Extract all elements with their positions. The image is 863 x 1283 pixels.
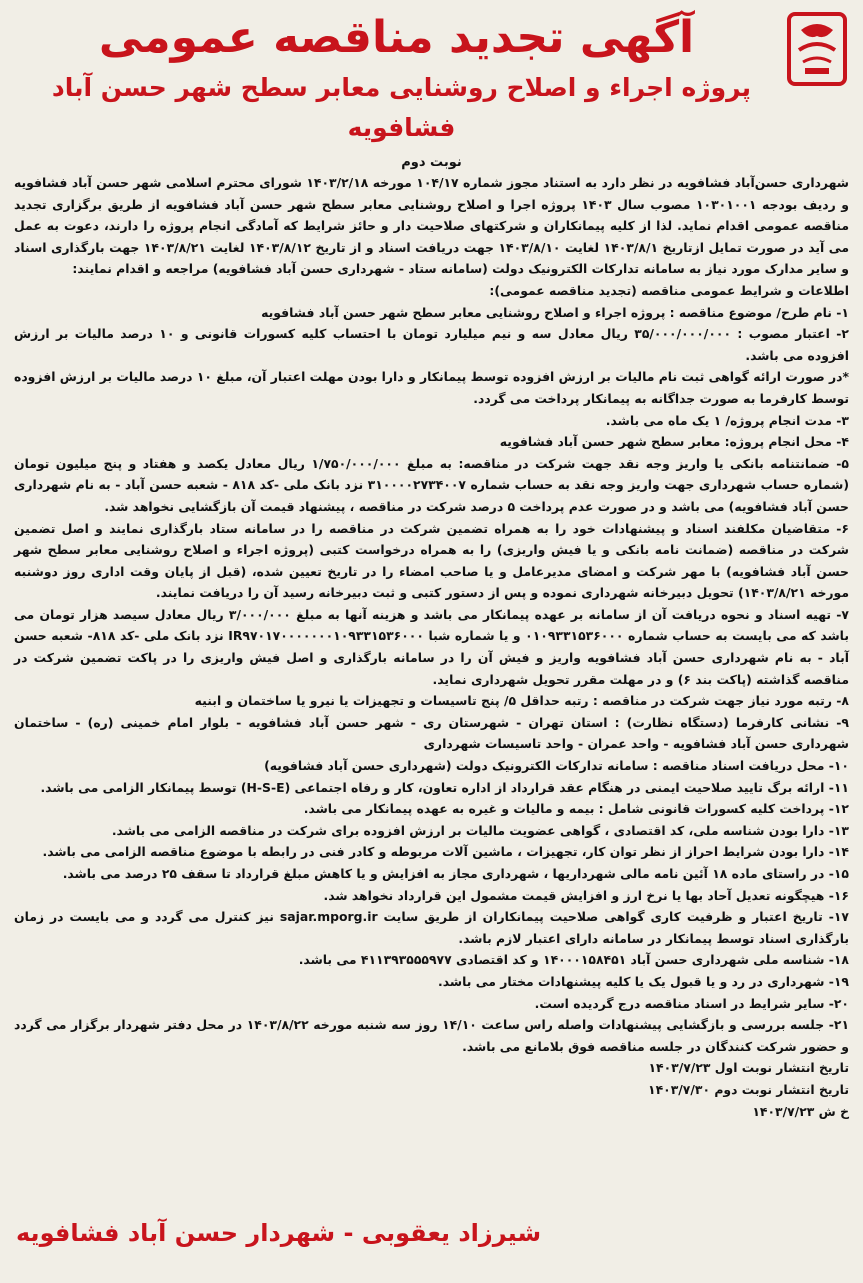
section-heading: اطلاعات و شرایط عمومی مناقصه (تجدید مناقصه عمومی): xyxy=(489,282,849,298)
condition-item: ۵- ضمانتنامه بانکی یا واریز وجه نقد جهت شرکت در مناقصه: به مبلغ ۱/۷۵۰/۰۰۰/۰۰۰ ریال معادل یکصد و هفتاد و پنج میلیون تومان (شماره حساب شهرداری جهت واریز وجه نقد به حساب شماره ۳۱۰۰۰۰۲۷۳۴۰۰۷ نزد بانک ملی -کد ۸۱۸ - شعبه حسن آباد - به نام شهرداری حسن آباد فشافویه) می باشد و در صورت عدم پرداخت ۵ درصد شرکت در مناقصه ، پیشنهاد قیمت آن بازگشایی نخواهد شد. xyxy=(14,455,849,514)
condition-item: ۱۲- پرداخت کلیه کسورات قانونی شامل : بیمه و مالیات و غیره به عهده پیمانکار می باشد. xyxy=(303,801,849,817)
publication-dates xyxy=(14,1057,849,1122)
condition-item: ۱- نام طرح/ موضوع مناقصه : پروژه اجراء و اصلاح روشنایی معابر سطح شهر حسن آباد فشافویه xyxy=(261,304,849,320)
condition-item: ۸- رتبه مورد نیاز جهت شرکت در مناقصه : رتبه حداقل ۵/ پنج تاسیسات و تجهیزات یا نیرو یا ساختمان و ابنیه xyxy=(194,693,849,709)
condition-item: ۱۹- شهرداری در رد و یا قبول یک یا کلیه پیشنهادات مختار می باشد. xyxy=(438,973,849,989)
notice-title: آگهی تجدید مناقصه عمومی xyxy=(98,12,695,63)
municipality-logo-icon xyxy=(785,10,849,88)
condition-item: ۲- اعتبار مصوب : ۳۵/۰۰۰/۰۰۰/۰۰۰ ریال معادل سه و نیم میلیارد تومان با احتساب کلیه کسورات قانونی و ۱۰ درصد مالیات بر ارزش افزوده می باشد. xyxy=(14,326,849,363)
conditions-list xyxy=(14,302,849,1058)
condition-item: ۷- تهیه اسناد و نحوه دریافت آن از سامانه بر عهده پیمانکار می باشد و هزینه آنها به مبلغ ۳/۰۰۰/۰۰۰ ریال معادل سیصد هزار تومان می باشد که می بایست به حساب شماره ۰۱۰۹۳۳۱۵۳۶۰۰۰ و یا شماره شبا IR۹۷۰۱۷۰۰۰۰۰۰۰۱۰۹۳۳۱۵۳۶۰۰۰ نزد بانک ملی -کد ۸۱۸- شعبه حسن آباد - به نام شهرداری حسن آباد فشافویه واریز و فیش آن را در سامانه بارگذاری و اصل فیش واریزی را در پاکت تضمین شرکت در مناقصه گذاشته (پاکت بند ۶) و در مهلت مقرر تحویل شهرداری نماید. xyxy=(14,606,849,687)
condition-item: ۱۱- ارائه برگ تایید صلاحیت ایمنی در هنگام عقد قرارداد از اداره تعاون، کار و رفاه اجتماعی (H-S-E) توسط پیمانکار الزامی می باشد. xyxy=(40,779,849,795)
condition-item: ۲۰- سایر شرایط در اسناد مناقصه درج گردیده است. xyxy=(534,995,849,1011)
mayor-signature: شیرزاد یعقوبی - شهردار حسن آباد فشافویه xyxy=(16,1219,542,1247)
intro-paragraph: شهرداری حسن‌آباد فشافویه در نظر دارد به استناد مجوز شماره ۱۰۴/۱۷ مورخه ۱۴۰۳/۲/۱۸ شورای محترم اسلامی شهر حسن آباد فشافویه و ردیف بودجه ۱۰۳۰۱۰۰۱ مصوب سال ۱۴۰۳ پروژه اجرا و اصلاح روشنایی معابر سطح شهر حسن آباد فشافویه از طریق برگزاری تجدید مناقصه عمومی اقدام نماید. لذا از کلیه پیمانکاران و شرکتهای صلاحیت دار و حائز شرایط که آمادگی انجام پروژه را دارند، دعوت به عمل می آید در صورت تمایل ازتاریخ ۱۴۰۳/۸/۱ لغایت ۱۴۰۳/۸/۱۰ جهت دریافت اسناد و از تاریخ ۱۴۰۳/۸/۱۲ لغایت ۱۴۰۳/۸/۲۱ جهت بارگذاری اسناد و سایر مدارک مورد نیاز به سامانه تدارکات الکترونیک دولت (سامانه ستاد - شهرداری حسن آباد فشافویه) مراجعه و اقدام نمایند: xyxy=(14,175,849,277)
condition-item: ۶- متقاضیان مکلفند اسناد و پیشنهادات خود را به همراه تضمین شرکت در مناقصه را در سامانه ستاد بارگذاری نمایند و اصل تضمین شرکت در مناقصه (ضمانت نامه بانکی و یا فیش واریزی) را به همراه درخواست کتبی (پروژه اجراء و اصلاح روشنایی معابر سطح شهر حسن آباد فشافویه) با مهر شرکت و امضای مدیرعامل و یا صاحب امضاء را در تاریخ تعیین شده، (قبل از پایان وقت اداری روز دوشنبه مورخه ۱۴۰۳/۸/۲۱) تحویل دبیرخانه شهرداری نموده و پس از دستور کتبی و ثبت دبیرخانه رسید آن را دریافت نمایند. xyxy=(14,520,849,601)
notice-body xyxy=(14,172,849,1057)
second-publication-date: تاریخ انتشار نوبت دوم ۱۴۰۳/۷/۳۰ xyxy=(648,1081,849,1097)
condition-item: ۱۰- محل دریافت اسناد مناقصه : سامانه تدارکات الکترونیک دولت (شهرداری حسن آباد فشافویه) xyxy=(264,758,849,774)
notice-subtitle: پروژه اجراء و اصلاح روشنایی معابر سطح شهر حسن آباد فشافویه xyxy=(51,73,752,142)
condition-item: ۱۴- دارا بودن شرایط احراز از نظر توان کار، تجهیزات ، ماشین آلات مربوطه و کادر فنی در رابطه با موضوع مناقصه الزامی می باشد. xyxy=(42,844,849,860)
condition-item: ۳- مدت انجام پروژه/ ۱ یک ماه می باشد. xyxy=(605,412,849,428)
publication-round: نوبت دوم xyxy=(401,155,462,170)
condition-item: ۴- محل انجام پروژه: معابر سطح شهر حسن آباد فشافویه xyxy=(499,434,849,450)
notice-code: خ ش ۱۴۰۳/۷/۲۳ xyxy=(752,1103,849,1119)
condition-item: ۹- نشانی کارفرما (دستگاه نظارت) : استان تهران - شهرستان ری - شهر حسن آباد فشافویه - بلوار امام خمینی (ره) - ساختمان شهرداری حسن آباد فشافویه - واحد عمران - واحد تاسیسات شهرداری xyxy=(14,714,849,752)
condition-item: ۱۷- تاریخ اعتبار و ظرفیت کاری گواهی صلاحیت پیمانکاران از طریق سایت sajar.mporg.ir نیز کنترل می گردد و می بایست در زمان بارگذاری اسناد توسط پیمانکار در سامانه دارای اعتبار لازم باشد. xyxy=(14,909,849,946)
condition-item: ۲۱- جلسه بررسی و بازگشایی پیشنهادات واصله راس ساعت ۱۴/۱۰ روز سه شنبه مورخه ۱۴۰۳/۸/۲۲ در محل دفتر شهردار برگزار می گردد و حضور شرکت کنندگان در جلسه مناقصه فوق بلامانع می باشد. xyxy=(14,1017,850,1054)
condition-item: ۱۳- دارا بودن شناسه ملی، کد اقتصادی ، گواهی عضویت مالیات بر ارزش افزوده برای شرکت در مناقصه الزامی می باشد. xyxy=(111,822,849,838)
condition-item: *در صورت ارائه گواهی ثبت نام مالیات بر ارزش افزوده توسط پیمانکار و دارا بودن مهلت اعتبار آن، مبلغ ۱۰ درصد مالیات بر ارزش افزوده توسط کارفرما به صورت جداگانه به پیمانکار پرداخت می گردد. xyxy=(14,369,849,406)
condition-item: ۱۶- هیچگونه تعدیل آحاد بها یا نرخ ارز و افزایش قیمت مشمول این قرارداد نخواهد شد. xyxy=(323,887,849,903)
first-publication-date: تاریخ انتشار نوبت اول ۱۴۰۳/۷/۲۳ xyxy=(648,1060,849,1076)
condition-item: ۱۸- شناسه ملی شهرداری حسن آباد ۱۴۰۰۰۱۵۸۴۵۱ و کد اقتصادی ۴۱۱۳۹۳۵۵۵۹۷۷ می باشد. xyxy=(298,952,849,968)
condition-item: ۱۵- در راستای ماده ۱۸ آئین نامه مالی شهرداریها ، شهرداری مجاز به افزایش و یا کاهش مبلغ قرارداد تا سقف ۲۵ درصد می باشد. xyxy=(62,866,849,881)
